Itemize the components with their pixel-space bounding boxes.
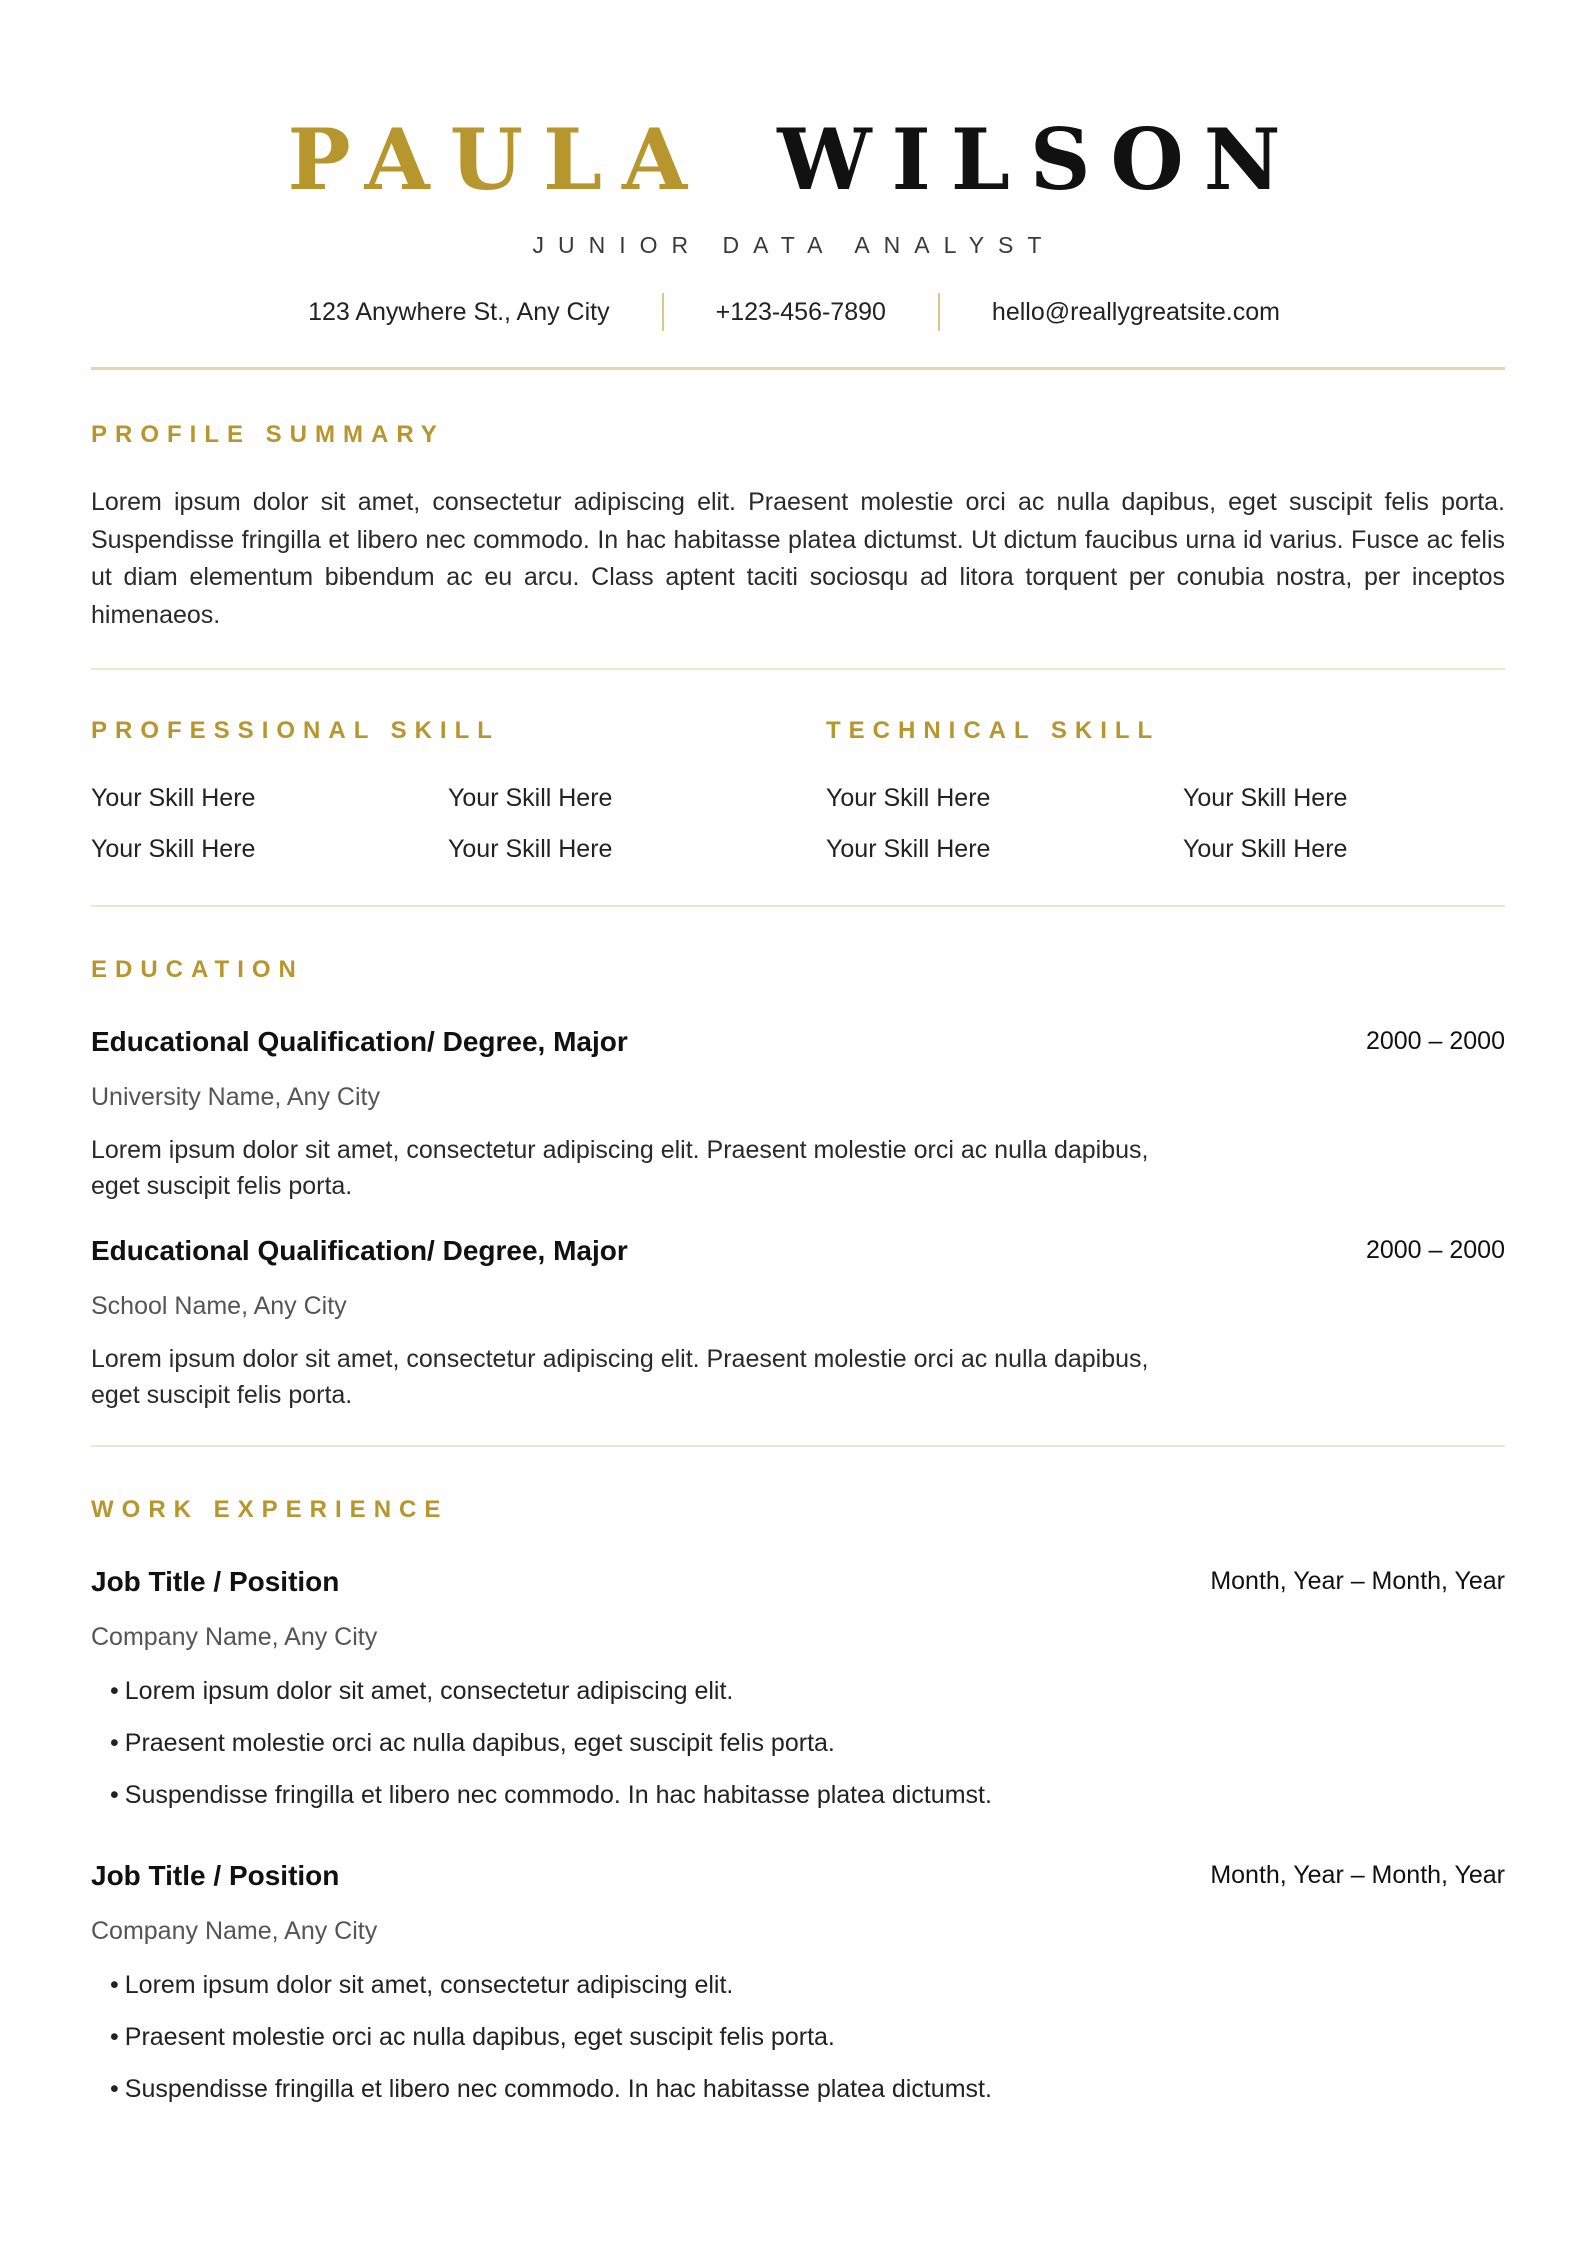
professional-skill-item: Your Skill Here <box>91 835 256 863</box>
bullet-dot-icon: • <box>110 1781 119 1809</box>
job-company: Company Name, Any City <box>91 1623 378 1651</box>
job-dates: Month, Year – Month, Year <box>1210 1861 1505 1889</box>
bullet-dot-icon: • <box>110 1971 119 1999</box>
technical-skill-item: Your Skill Here <box>1183 835 1348 863</box>
education-section-title: EDUCATION <box>91 956 304 983</box>
last-name: WILSON <box>777 110 1301 209</box>
job-bullet-text: Lorem ipsum dolor sit amet, consectetur adipiscing elit. <box>124 1677 734 1705</box>
bullet-dot-icon: • <box>110 2075 119 2103</box>
education-degree: Educational Qualification/ Degree, Major <box>91 1026 628 1057</box>
contact-phone: +123-456-7890 <box>715 298 886 326</box>
job-bullet <box>110 1968 733 2002</box>
job-bullet-text: Suspendisse fringilla et libero nec commodo. In hac habitasse platea dictumst. <box>124 2075 992 2103</box>
section-divider <box>91 668 1505 670</box>
job-company: Company Name, Any City <box>91 1917 378 1945</box>
education-dates: 2000 – 2000 <box>1365 1027 1505 1055</box>
technical-skill-item: Your Skill Here <box>826 784 991 812</box>
education-degree: Educational Qualification/ Degree, Major <box>91 1235 628 1266</box>
job-bullet <box>110 1674 733 1708</box>
contact-bar <box>0 292 1588 332</box>
section-divider <box>91 1445 1505 1447</box>
professional-skill-item: Your Skill Here <box>91 784 256 812</box>
education-description: Lorem ipsum dolor sit amet, consectetur adipiscing elit. Praesent molestie orci ac nulla dapibus, eget suscipit felis porta. <box>91 1136 1149 1200</box>
contact-email: hello@reallygreatsite.com <box>991 298 1280 326</box>
job-bullet-text: Praesent molestie orci ac nulla dapibus, eget suscipit felis porta. <box>124 1729 835 1757</box>
professional-skill-item: Your Skill Here <box>448 784 613 812</box>
profile-section-title: PROFILE SUMMARY <box>91 421 445 448</box>
bullet-dot-icon: • <box>110 1729 119 1757</box>
job-bullet-text: Suspendisse fringilla et libero nec commodo. In hac habitasse platea dictumst. <box>124 1781 992 1809</box>
job-bullet <box>110 1726 835 1760</box>
first-name: PAULA <box>287 110 708 209</box>
bullet-dot-icon: • <box>110 2023 119 2051</box>
education-description: Lorem ipsum dolor sit amet, consectetur adipiscing elit. Praesent molestie orci ac nulla dapibus, eget suscipit felis porta. <box>91 1345 1149 1409</box>
education-institution: School Name, Any City <box>91 1292 347 1320</box>
job-bullet-text: Praesent molestie orci ac nulla dapibus, eget suscipit felis porta. <box>124 2023 835 2051</box>
technical-skill-title: TECHNICAL SKILL <box>826 717 1161 744</box>
education-dates: 2000 – 2000 <box>1365 1236 1505 1264</box>
job-bullet-text: Lorem ipsum dolor sit amet, consectetur adipiscing elit. <box>124 1971 734 1999</box>
candidate-name <box>0 110 1588 210</box>
job-bullet <box>110 2072 992 2106</box>
bullet-dot-icon: • <box>110 1677 119 1705</box>
profile-summary-text: Lorem ipsum dolor sit amet, consectetur adipiscing elit. Praesent molestie orci ac nulla dapibus, eget suscipit felis porta. Suspendisse fringilla et libero nec commodo. In hac habitasse platea dictumst. Ut dictum faucibus urna id varius. Fusce ac felis ut diam elementum bibendum ac eu arcu. Class aptent taciti sociosqu ad litora torquent per conubia nostra, per inceptos himenaeos. <box>91 488 1505 629</box>
contact-address: 123 Anywhere St., Any City <box>308 298 610 326</box>
professional-skill-title: PROFESSIONAL SKILL <box>91 717 500 744</box>
header-divider <box>91 367 1505 370</box>
job-dates: Month, Year – Month, Year <box>1210 1567 1505 1595</box>
education-institution: University Name, Any City <box>91 1083 380 1111</box>
job-position: Job Title / Position <box>91 1860 340 1891</box>
professional-skill-item: Your Skill Here <box>448 835 613 863</box>
job-title: JUNIOR DATA ANALYST <box>532 232 1056 258</box>
job-bullet <box>110 2020 835 2054</box>
technical-skill-item: Your Skill Here <box>1183 784 1348 812</box>
work-section-title: WORK EXPERIENCE <box>91 1496 449 1523</box>
section-divider <box>91 905 1505 907</box>
job-bullet <box>110 1778 992 1812</box>
technical-skill-item: Your Skill Here <box>826 835 991 863</box>
job-position: Job Title / Position <box>91 1566 340 1597</box>
